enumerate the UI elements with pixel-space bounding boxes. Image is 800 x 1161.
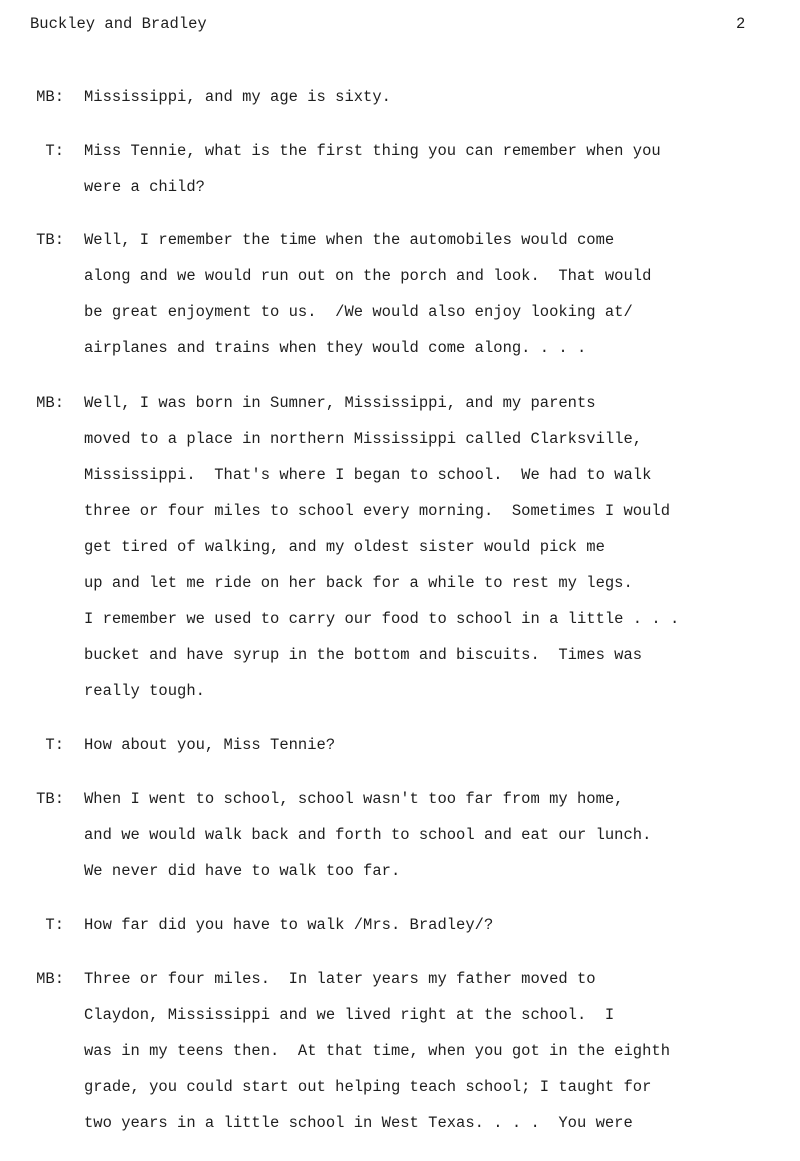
- transcript-line: Three or four miles. In later years my father moved to: [84, 970, 596, 988]
- page-number: 2: [736, 15, 746, 33]
- transcript-line: was in my teens then. At that time, when you got in the eighth: [84, 1042, 670, 1060]
- transcript-line: be great enjoyment to us. /We would also enjoy looking at/: [84, 303, 633, 321]
- header-title: Buckley and Bradley: [30, 15, 207, 33]
- transcript-line: Miss Tennie, what is the first thing you can remember when you: [84, 142, 661, 160]
- transcript-line: get tired of walking, and my oldest sister would pick me: [84, 538, 605, 556]
- transcript-line: Mississippi, and my age is sixty.: [84, 88, 391, 106]
- speaker-label: T:: [45, 142, 64, 160]
- speaker-label: TB:: [36, 231, 64, 249]
- speaker-label: T:: [45, 736, 64, 754]
- speaker-label: MB:: [36, 970, 64, 988]
- transcript-line: When I went to school, school wasn't too far from my home,: [84, 790, 624, 808]
- speaker-label: MB:: [36, 88, 64, 106]
- speaker-label: T:: [45, 916, 64, 934]
- transcript-line: Mississippi. That's where I began to school. We had to walk: [84, 466, 652, 484]
- transcript-line: up and let me ride on her back for a while to rest my legs.: [84, 574, 633, 592]
- transcript-line: bucket and have syrup in the bottom and biscuits. Times was: [84, 646, 643, 664]
- speaker-label: TB:: [36, 790, 64, 808]
- transcript-line: two years in a little school in West Texas. . . . You were: [84, 1114, 633, 1132]
- transcript-line: How far did you have to walk /Mrs. Bradley/?: [84, 916, 494, 934]
- transcript-line: I remember we used to carry our food to school in a little . . .: [84, 610, 680, 628]
- transcript-line: grade, you could start out helping teach school; I taught for: [84, 1078, 652, 1096]
- transcript-line: How about you, Miss Tennie?: [84, 736, 336, 754]
- transcript-line: moved to a place in northern Mississippi called Clarksville,: [84, 430, 643, 448]
- transcript-line: airplanes and trains when they would come along. . . .: [84, 339, 587, 357]
- transcript-line: really tough.: [84, 682, 205, 700]
- transcript-line: three or four miles to school every morning. Sometimes I would: [84, 502, 670, 520]
- transcript-line: and we would walk back and forth to school and eat our lunch.: [84, 826, 652, 844]
- speaker-label: MB:: [36, 394, 64, 412]
- transcript-line: along and we would run out on the porch and look. That would: [84, 267, 652, 285]
- transcript-line: Well, I was born in Sumner, Mississippi, and my parents: [84, 394, 596, 412]
- transcript-line: were a child?: [84, 178, 205, 196]
- transcript-line: We never did have to walk too far.: [84, 862, 401, 880]
- transcript-line: Well, I remember the time when the automobiles would come: [84, 231, 615, 249]
- transcript-line: Claydon, Mississippi and we lived right at the school. I: [84, 1006, 615, 1024]
